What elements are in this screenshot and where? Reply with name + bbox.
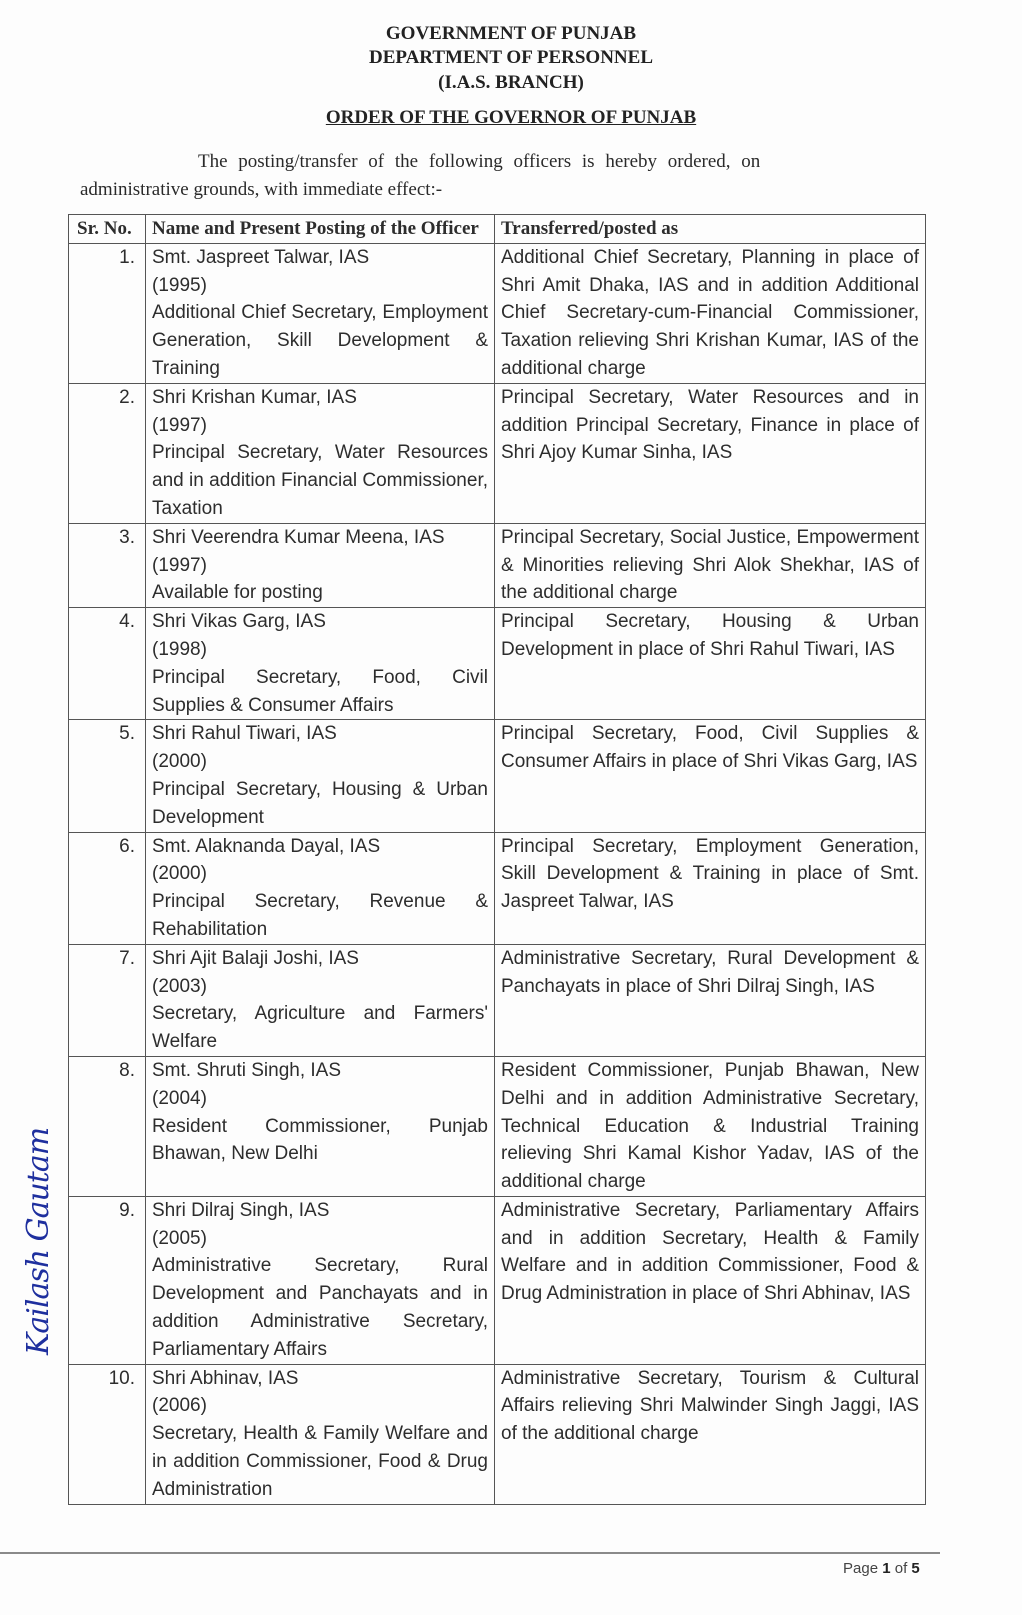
header-branch: (I.A.S. BRANCH) — [438, 72, 584, 93]
officer-name: Shri Vikas Garg, IAS — [152, 611, 326, 633]
officer-present-posting: Secretary, Agriculture and Farmers' Welfare — [152, 1003, 488, 1053]
officer-present-posting: Principal Secretary, Housing & Urban Development — [152, 778, 488, 828]
table-row — [69, 1364, 926, 1504]
table-row — [69, 1196, 926, 1364]
officer-batch: (2000) — [152, 751, 207, 773]
officer-batch: (1997) — [152, 414, 207, 436]
row-transferred-as — [495, 523, 926, 607]
officer-name: Shri Ajit Balaji Joshi, IAS — [152, 947, 359, 969]
page-of: of — [894, 1560, 908, 1577]
row-transferred-as — [495, 1364, 926, 1504]
transferred-posting: Principal Secretary, Housing & Urban Development in place of Shri Rahul Tiwari, IAS — [501, 611, 919, 660]
officer-present-posting: Available for posting — [152, 582, 323, 604]
intro-paragraph — [80, 148, 910, 204]
officer-name: Shri Dilraj Singh, IAS — [152, 1199, 330, 1221]
row-sr-no: 3. — [69, 523, 146, 607]
header-name-posting: Name and Present Posting of the Officer — [146, 215, 495, 244]
header-government: GOVERNMENT OF PUNJAB — [385, 23, 637, 44]
row-sr-no: 6. — [69, 832, 146, 944]
row-officer — [146, 944, 495, 1056]
officer-present-posting: Resident Commissioner, Punjab Bhawan, New Delhi — [152, 1115, 488, 1165]
intro-line-2: administrative grounds, with immediate effect:- — [80, 179, 443, 200]
row-transferred-as — [495, 243, 926, 383]
officer-present-posting: Administrative Secretary, Rural Development and Panchayats and in addition Administrative Secretary, Parliamentary Affairs — [152, 1255, 488, 1360]
table-row — [69, 944, 926, 1056]
header-transferred: Transferred/posted as — [495, 215, 926, 244]
officer-present-posting: Principal Secretary, Food, Civil Supplies & Consumer Affairs — [152, 666, 488, 716]
table-row — [69, 720, 926, 832]
order-title: ORDER OF THE GOVERNOR OF PUNJAB — [325, 107, 697, 128]
officer-name: Smt. Jaspreet Talwar, IAS — [152, 246, 370, 268]
row-transferred-as — [495, 1196, 926, 1364]
row-officer — [146, 523, 495, 607]
transferred-posting: Administrative Secretary, Parliamentary Affairs and in addition Secretary, Health & Family Welfare and in addition Commissioner, Food & Drug Administration in place of Shri Abhinav, IAS — [501, 1199, 919, 1305]
page-total: 5 — [911, 1560, 920, 1577]
row-officer — [146, 383, 495, 523]
row-sr-no: 7. — [69, 944, 146, 1056]
row-officer — [146, 243, 495, 383]
officer-present-posting: Additional Chief Secretary, Employment Generation, Skill Development & Training — [152, 302, 488, 379]
officer-batch: (2005) — [152, 1227, 207, 1249]
officer-name: Shri Rahul Tiwari, IAS — [152, 723, 337, 745]
row-transferred-as — [495, 832, 926, 944]
row-officer — [146, 1196, 495, 1364]
transferred-posting: Principal Secretary, Employment Generation, Skill Development & Training in place of Smt. Jaspreet Talwar, IAS — [501, 835, 919, 913]
row-sr-no: 4. — [69, 608, 146, 720]
row-officer — [146, 1364, 495, 1504]
officer-batch: (2004) — [152, 1087, 207, 1109]
officer-name: Shri Krishan Kumar, IAS — [152, 386, 357, 408]
intro-line-1: The posting/transfer of the following officers is hereby ordered, on — [198, 151, 761, 172]
officer-present-posting: Secretary, Health & Family Welfare and in addition Commissioner, Food & Drug Administration — [152, 1423, 488, 1500]
transfer-orders-table — [68, 214, 926, 1505]
transferred-posting: Principal Secretary, Water Resources and in addition Principal Secretary, Finance in place of Shri Ajoy Kumar Sinha, IAS — [501, 386, 919, 464]
officer-name: Smt. Shruti Singh, IAS — [152, 1059, 342, 1081]
table-row — [69, 1056, 926, 1196]
officer-name: Shri Abhinav, IAS — [152, 1367, 299, 1389]
officer-batch: (1995) — [152, 274, 207, 296]
transferred-posting: Resident Commissioner, Punjab Bhawan, New Delhi and in addition Administrative Secretary, Technical Education & Industrial Training relieving Shri Kamal Kishor Yadav, IAS of the additional charge — [501, 1059, 919, 1193]
row-sr-no: 5. — [69, 720, 146, 832]
transferred-posting: Administrative Secretary, Rural Development & Panchayats in place of Shri Dilraj Singh, IAS — [501, 947, 919, 997]
row-sr-no: 10. — [69, 1364, 146, 1504]
row-transferred-as — [495, 383, 926, 523]
transferred-posting: Principal Secretary, Social Justice, Empowerment & Minorities relieving Shri Alok Shekhar, IAS of the additional charge — [501, 526, 919, 604]
officer-present-posting: Principal Secretary, Water Resources and in addition Financial Commissioner, Taxation — [152, 442, 488, 519]
row-officer — [146, 608, 495, 720]
row-officer — [146, 832, 495, 944]
table-row — [69, 832, 926, 944]
table-row — [69, 383, 926, 523]
page-prefix: Page — [843, 1560, 879, 1577]
officer-batch: (2006) — [152, 1395, 207, 1417]
officer-batch: (2000) — [152, 863, 207, 885]
officer-batch: (1997) — [152, 554, 207, 576]
table-row — [69, 243, 926, 383]
handwritten-signature — [6, 1127, 66, 1360]
transferred-posting: Additional Chief Secretary, Planning in place of Shri Amit Dhaka, IAS and in addition Additional Chief Secretary-cum-Financial Commissioner, Taxation relieving Shri Krishan Kumar, IAS of the additional charge — [501, 246, 919, 379]
table-header-row — [69, 215, 926, 244]
header-department: DEPARTMENT OF PERSONNEL — [368, 47, 653, 68]
footer-divider — [0, 1552, 940, 1554]
table-row — [69, 608, 926, 720]
row-transferred-as — [495, 1056, 926, 1196]
officer-batch: (1998) — [152, 638, 207, 660]
row-sr-no: 1. — [69, 243, 146, 383]
row-transferred-as — [495, 720, 926, 832]
row-sr-no: 8. — [69, 1056, 146, 1196]
signature-text: Kailash Gautam — [21, 1127, 56, 1355]
page-current: 1 — [882, 1560, 891, 1577]
transferred-posting: Administrative Secretary, Tourism & Cultural Affairs relieving Shri Malwinder Singh Jaggi, IAS of the additional charge — [501, 1367, 919, 1445]
officer-present-posting: Principal Secretary, Revenue & Rehabilitation — [152, 891, 488, 940]
officer-name: Smt. Alaknanda Dayal, IAS — [152, 835, 381, 857]
page-number — [843, 1560, 920, 1577]
row-transferred-as — [495, 944, 926, 1056]
table-row — [69, 523, 926, 607]
row-sr-no: 2. — [69, 383, 146, 523]
officer-batch: (2003) — [152, 975, 207, 997]
row-sr-no: 9. — [69, 1196, 146, 1364]
row-officer — [146, 1056, 495, 1196]
row-officer — [146, 720, 495, 832]
transferred-posting: Principal Secretary, Food, Civil Supplies & Consumer Affairs in place of Shri Vikas Garg, IAS — [501, 723, 919, 773]
row-transferred-as — [495, 608, 926, 720]
header-sr-no: Sr. No. — [69, 215, 146, 244]
officer-name: Shri Veerendra Kumar Meena, IAS — [152, 526, 445, 548]
